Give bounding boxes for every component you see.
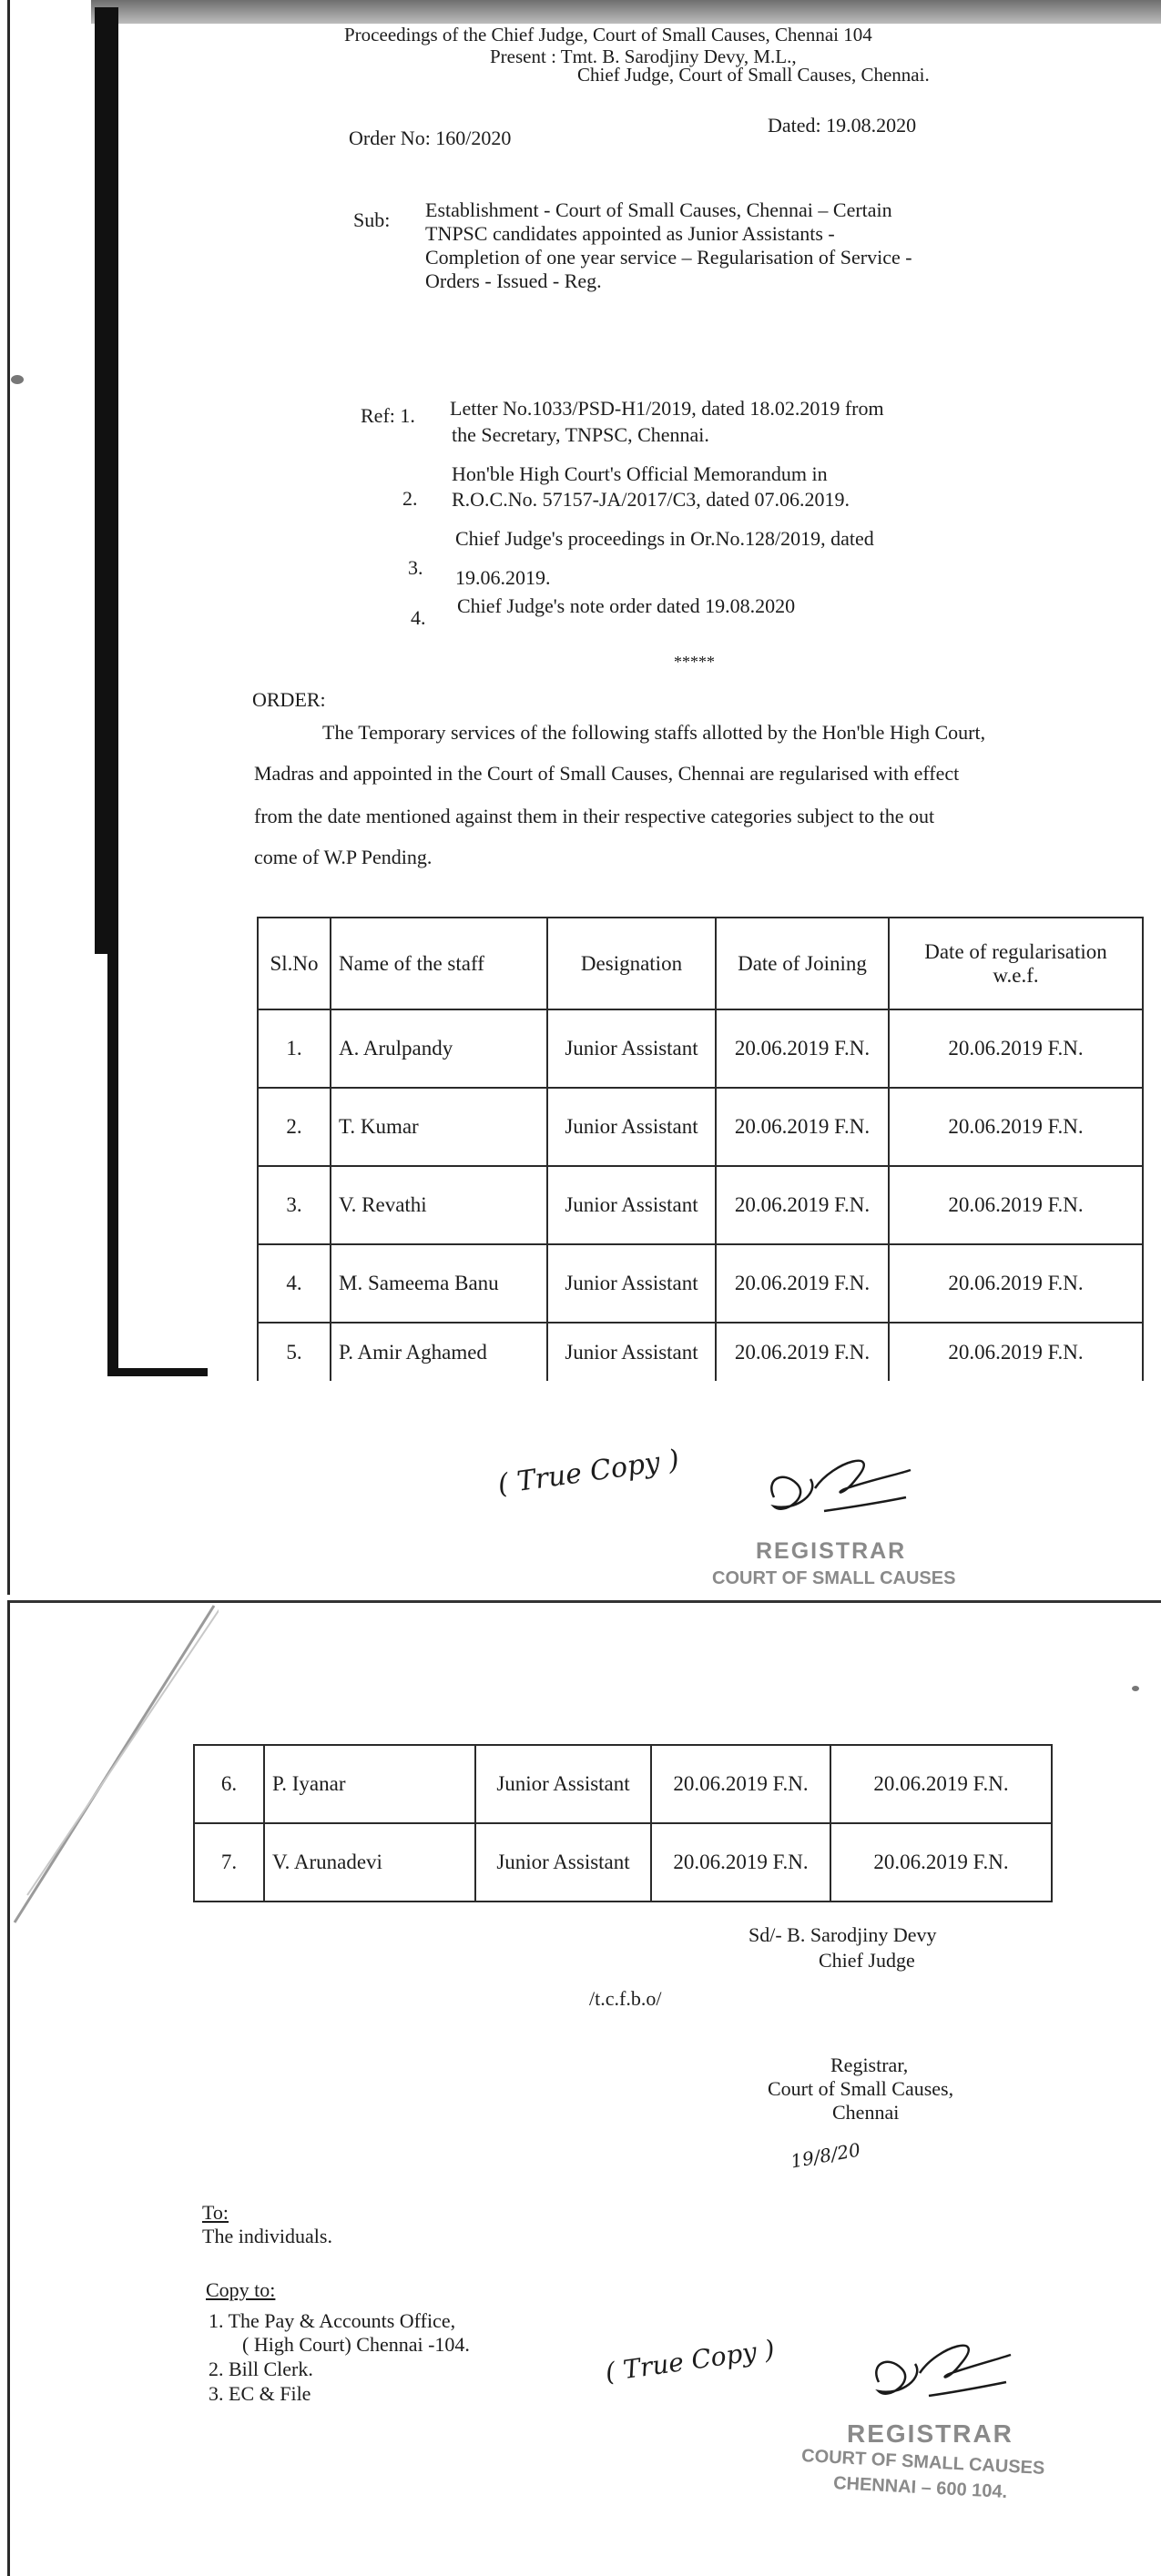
header-regularisation-line-2: w.e.f. [993,963,1039,987]
row-name: P. Amir Aghamed [331,1323,547,1381]
subject-label: Sub: [353,208,391,231]
header-sl-no: Sl.No [258,918,331,1009]
row-name: V. Arunadevi [264,1823,475,1902]
stamp-city: CHENNAI – 600 104. [832,2473,1008,2502]
header-date-regularisation [889,918,1143,1009]
signoff-designation: Chief Judge [819,1949,915,1972]
ref-4-number: 4. [411,606,426,629]
copy-to-item-1b: ( High Court) Chennai -104. [242,2333,470,2356]
row-name: M. Sameema Banu [331,1244,547,1323]
scan-top-shadow [91,0,1161,24]
copy-to-item-3: 3. EC & File [209,2382,311,2405]
header-regularisation-line-1: Date of regularisation [924,939,1107,963]
row-joining: 20.06.2019 F.N. [651,1745,830,1823]
row-sl: 4. [258,1244,331,1323]
ref-3-line-1: Chief Judge's proceedings in Or.No.128/2019, dated [455,527,874,550]
row-designation: Junior Assistant [547,1166,716,1244]
stamp-court: COURT OF SMALL CAUSES [712,1568,956,1588]
row-name: P. Iyanar [264,1745,475,1823]
row-regularisation: 20.06.2019 F.N. [889,1088,1143,1166]
header-present: Present : Tmt. B. Sarodjiny Devy, M.L., [490,46,797,67]
row-regularisation: 20.06.2019 F.N. [830,1823,1052,1902]
staff-table-continued [193,1744,1053,1902]
ref-2-line-1: Hon'ble High Court's Official Memorandum in [452,462,828,485]
table-row [258,1009,1143,1088]
row-joining: 20.06.2019 F.N. [716,1088,889,1166]
header-designation: Chief Judge, Court of Small Causes, Chennai. [577,64,930,86]
copy-to-item-2: 2. Bill Clerk. [209,2358,313,2380]
row-designation: Junior Assistant [475,1745,651,1823]
ref-3-number: 3. [408,556,423,579]
stamp-court: COURT OF SMALL CAUSES [800,2446,1045,2479]
row-name: A. Arulpandy [331,1009,547,1088]
table-row [194,1745,1052,1823]
order-line-4: come of W.P Pending. [254,846,433,868]
true-copy-handwriting: ( True Copy ) [495,1444,682,1501]
row-designation: Junior Assistant [475,1823,651,1902]
true-copy-handwriting: ( True Copy ) [603,2334,777,2388]
subject-line-1: Establishment - Court of Small Causes, Chennai – Certain [425,198,892,221]
row-joining: 20.06.2019 F.N. [716,1166,889,1244]
row-sl: 6. [194,1745,264,1823]
stamp-registrar: REGISTRAR [847,2419,1013,2448]
scan-speck [11,375,24,384]
row-sl: 7. [194,1823,264,1902]
staff-table [257,917,1144,1381]
header-title: Proceedings of the Chief Judge, Court of Small Causes, Chennai 104 [344,24,872,46]
signoff-court: Court of Small Causes, [768,2077,954,2100]
row-regularisation: 20.06.2019 F.N. [889,1323,1143,1381]
separator-stars: ***** [674,653,715,671]
row-name: V. Revathi [331,1166,547,1244]
row-designation: Junior Assistant [547,1244,716,1323]
scan-page-2 [0,1595,1161,2576]
signoff-sd: Sd/- B. Sarodjiny Devy [749,1923,937,1946]
stamp-registrar: REGISTRAR [756,1538,907,1564]
header-designation: Designation [547,918,716,1009]
order-line-3: from the date mentioned against them in their respective categories subject to the out [254,805,935,827]
scan-speck [1132,1686,1139,1691]
table-row [194,1823,1052,1902]
subject-line-3: Completion of one year service – Regularisation of Service - [425,246,912,269]
copy-to-label: Copy to: [206,2278,276,2301]
row-sl: 5. [258,1323,331,1381]
order-line-2: Madras and appointed in the Court of Small Causes, Chennai are regularised with effect [254,762,960,785]
to-label: To: [202,2201,229,2224]
row-joining: 20.06.2019 F.N. [651,1823,830,1902]
row-joining: 20.06.2019 F.N. [716,1244,889,1323]
table-row [258,1166,1143,1244]
scan-binding-bar-lower [107,947,118,1374]
ref-label: Ref: 1. [361,404,415,427]
header-date-joining: Date of Joining [716,918,889,1009]
ref-2-number: 2. [402,487,418,510]
copy-to-item-1: 1. The Pay & Accounts Office, [209,2309,456,2332]
scan-top-edge [7,1600,1161,1603]
row-joining: 20.06.2019 F.N. [716,1323,889,1381]
row-regularisation: 20.06.2019 F.N. [830,1745,1052,1823]
row-sl: 2. [258,1088,331,1166]
row-regularisation: 20.06.2019 F.N. [889,1009,1143,1088]
subject-line-2: TNPSC candidates appointed as Junior Assistants - [425,222,835,245]
ref-4-line-1: Chief Judge's note order dated 19.08.2020 [457,594,796,617]
order-number: Order No: 160/2020 [349,127,512,149]
order-line-1: The Temporary services of the following staffs allotted by the Hon'ble High Court, [322,721,986,744]
order-label: ORDER: [252,688,326,711]
ref-1-line-1: Letter No.1033/PSD-H1/2019, dated 18.02.2019 from [450,397,884,420]
header-name: Name of the staff [331,918,547,1009]
signoff-registrar: Registrar, [830,2054,909,2076]
signoff-city: Chennai [832,2101,900,2124]
paper-crease [9,1604,219,1932]
table-row [258,1244,1143,1323]
ref-2-line-2: R.O.C.No. 57157-JA/2017/C3, dated 07.06.2019. [452,488,850,511]
row-designation: Junior Assistant [547,1323,716,1381]
registrar-signature [747,1443,920,1543]
row-name: T. Kumar [331,1088,547,1166]
table-row [258,1088,1143,1166]
row-regularisation: 20.06.2019 F.N. [889,1166,1143,1244]
registrar-initial-date: 19/8/20 [789,2138,862,2173]
row-regularisation: 20.06.2019 F.N. [889,1244,1143,1323]
table-header-row [258,918,1143,1009]
row-joining: 20.06.2019 F.N. [716,1009,889,1088]
signoff-tcfbo: /t.c.f.b.o/ [589,1987,662,2010]
subject-line-4: Orders - Issued - Reg. [425,269,602,292]
scan-binding-bar [95,7,118,954]
row-designation: Junior Assistant [547,1009,716,1088]
ref-1-line-2: the Secretary, TNPSC, Chennai. [452,423,709,446]
row-sl: 3. [258,1166,331,1244]
row-designation: Junior Assistant [547,1088,716,1166]
registrar-signature [861,2332,1015,2428]
scan-left-edge [7,0,10,1595]
order-date: Dated: 19.08.2020 [768,114,917,137]
table-row [258,1323,1143,1381]
scan-binding-foot [107,1368,208,1376]
to-value: The individuals. [202,2225,332,2247]
row-sl: 1. [258,1009,331,1088]
ref-3-line-2: 19.06.2019. [455,566,551,589]
